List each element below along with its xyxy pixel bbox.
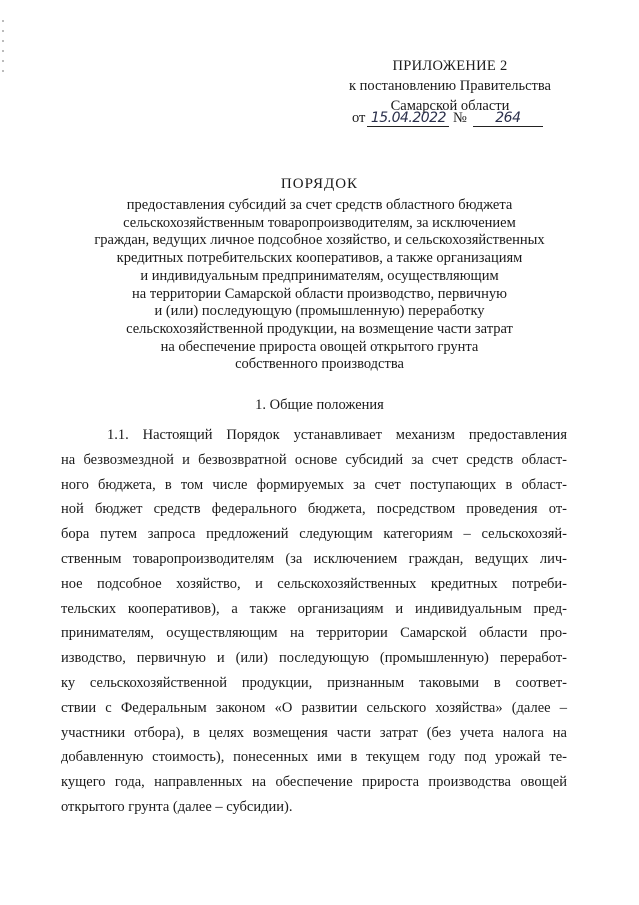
region-label: Самарской области (390, 98, 510, 114)
date-prefix: от (352, 110, 366, 126)
scan-margin-marks (2, 20, 4, 80)
subtitle-line: и (или) последующую (промышленную) переработку (154, 303, 485, 320)
paragraph-line: открытого грунта (далее – субсидии). (61, 798, 293, 815)
number-label: № (453, 110, 467, 126)
subtitle-line: граждан, ведущих личное подсобное хозяйство, и сельскохозяйственных (94, 232, 545, 249)
paragraph-line: ственным товаропроизводителям (за исключением граждан, ведущих лич- (61, 550, 567, 567)
paragraph-line: изводство, первичную и (или) последующую (промышленную) переработ- (61, 650, 567, 667)
paragraph-1-1 (61, 423, 567, 820)
subtitle-line: предоставления субсидий за счет средств областного бюджета (126, 197, 513, 213)
handwritten-date: 15.04.2022 (370, 110, 446, 126)
date-field (367, 110, 449, 127)
handwritten-number: 264 (495, 110, 521, 126)
paragraph-line: ного бюджета, в том числе формируемых за счет поступающих в област- (61, 476, 567, 493)
appendix-label: ПРИЛОЖЕНИЕ 2 (392, 58, 508, 74)
paragraph-line: бора путем запроса предложений следующим категориям – сельскохозяй- (61, 526, 567, 543)
subtitle-line: на обеспечение прироста овощей открытого грунта (160, 338, 479, 355)
subtitle-line: кредитных потребительских кооперативов, а также организациям (116, 250, 523, 267)
paragraph-line: кущего года, направленных на обеспечение прироста производства овощей (61, 774, 567, 791)
paragraph-line: ной бюджет средств федерального бюджета, посредством проведения от- (61, 501, 567, 518)
paragraph-line: принимателям, осуществляющим на территории Самарской области про- (61, 625, 567, 642)
paragraph-line: ствии с Федеральным законом «О развитии сельского хозяйства» (далее – (61, 699, 567, 716)
subtitle-line: на территории Самарской области производство, первичную (132, 285, 507, 302)
date-number-row (352, 108, 543, 128)
paragraph-line: участники отбора), в целях возмещения части затрат (без учета налога на (61, 724, 567, 741)
document-subtitle (60, 197, 579, 374)
paragraph-line: ку сельскохозяйственной продукции, признанным таковыми в соответ- (61, 674, 567, 691)
paragraph-line: на безвозмездной и безвозвратной основе субсидий за счет средств област- (61, 451, 567, 468)
number-field (473, 110, 543, 127)
subtitle-line: и индивидуальным предпринимателям, осуществляющим (140, 267, 499, 284)
document-title: ПОРЯДОК (280, 176, 359, 192)
paragraph-line: добавленную стоимость), понесенных ими в текущем году под урожай те- (61, 749, 567, 766)
section-heading: 1. Общие положения (255, 397, 384, 413)
paragraph-line: 1.1. Настоящий Порядок устанавливает механизм предоставления (107, 427, 567, 443)
paragraph-line: ное подсобное хозяйство, и сельскохозяйственных кредитных потреби- (61, 575, 567, 592)
subtitle-line: сельскохозяйственной продукции, на возмещение части затрат (126, 320, 513, 337)
resolution-label: к постановлению Правительства (349, 78, 551, 94)
appendix-block (310, 56, 590, 116)
paragraph-line: тельских кооперативов), а также организациям и индивидуальным пред- (61, 600, 567, 617)
subtitle-line: собственного производства (235, 356, 404, 373)
subtitle-line: сельскохозяйственным товаропроизводителям, за исключением (123, 214, 516, 231)
